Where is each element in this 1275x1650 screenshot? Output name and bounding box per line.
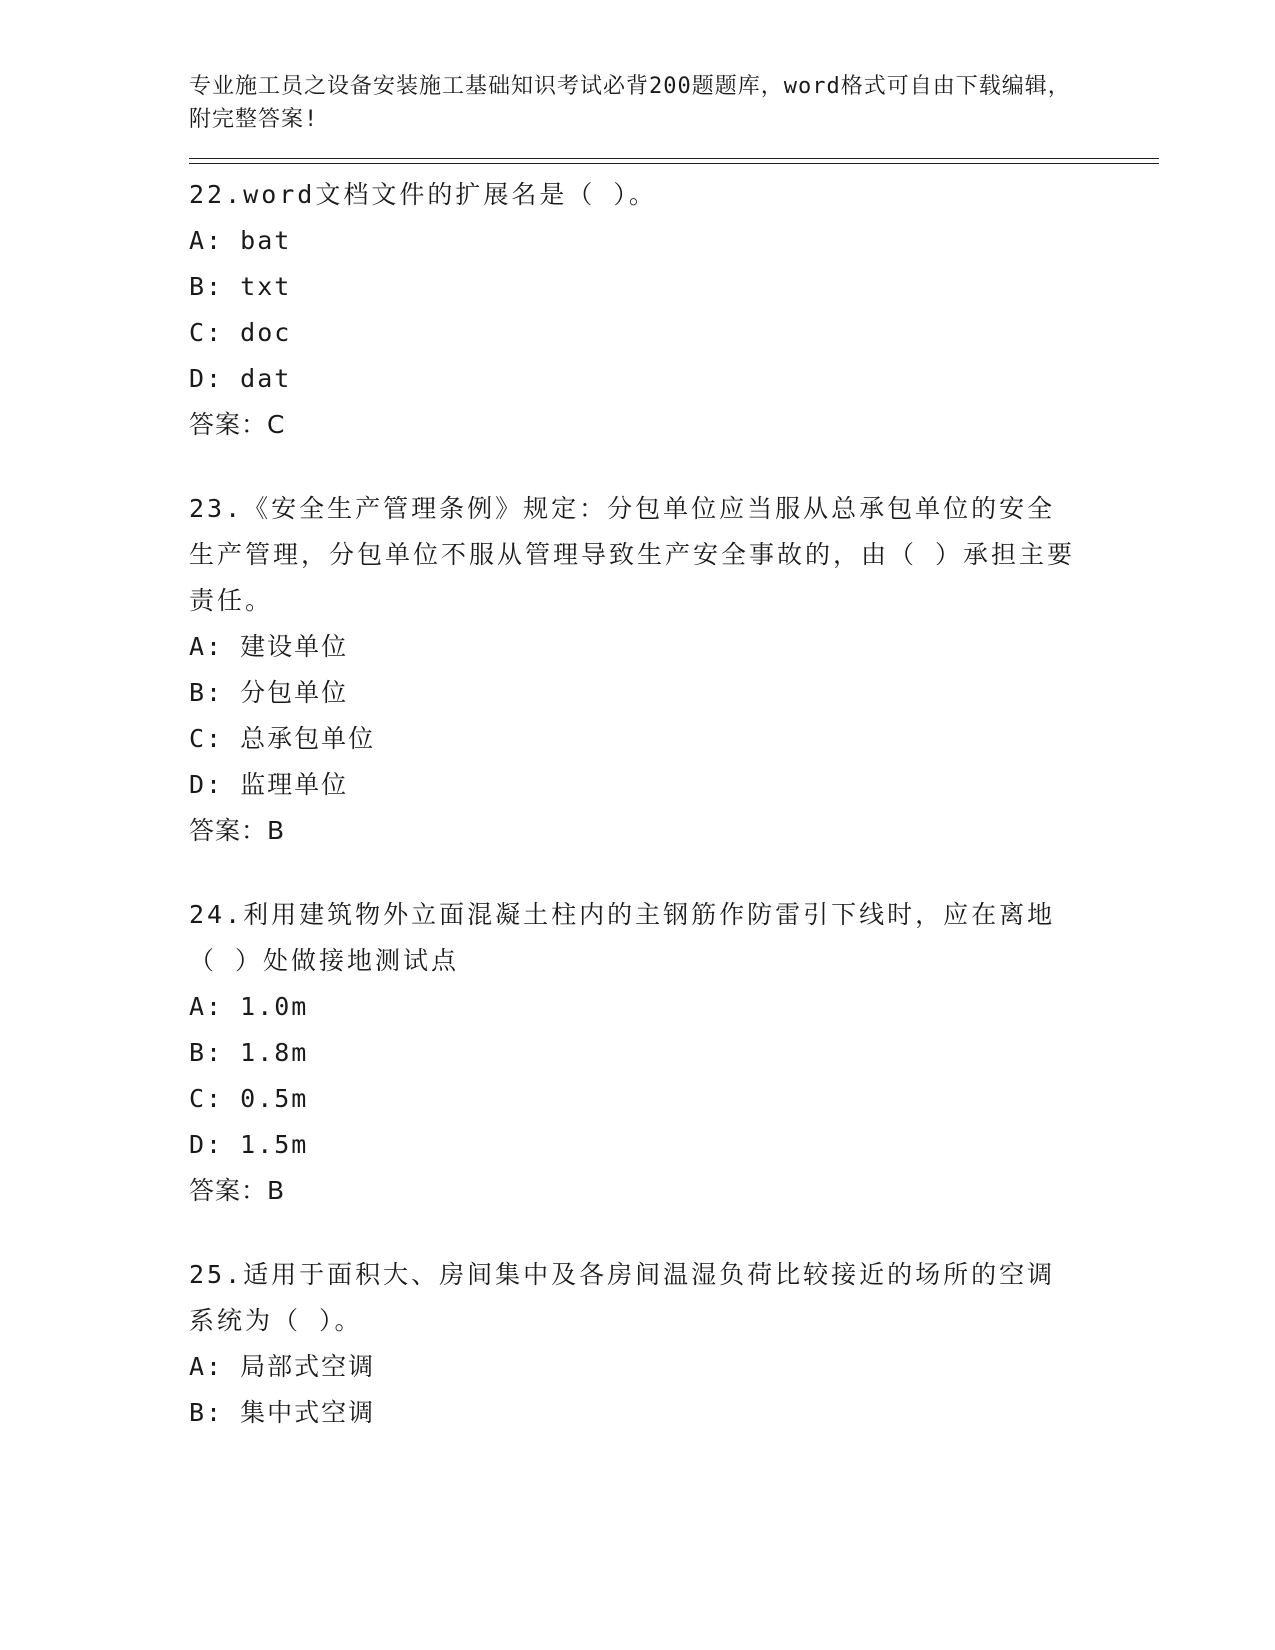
question-stem: 25.适用于面积大、房间集中及各房间温湿负荷比较接近的场所的空调系统为（ ）。 <box>189 1260 1056 1335</box>
option-a: A: 局部式空调 <box>189 1352 376 1381</box>
document-header: 专业施工员之设备安装施工基础知识考试必背200题题库，word格式可自由下载编辑，附完整答案! <box>189 74 1071 132</box>
question-24 <box>189 892 1079 1214</box>
option-b: B: txt <box>189 272 292 301</box>
question-23 <box>189 486 1079 854</box>
option-c: C: 总承包单位 <box>189 724 376 753</box>
option-c: C: 0.5m <box>189 1084 309 1113</box>
question-list <box>189 172 1079 1436</box>
option-b: B: 集中式空调 <box>189 1398 376 1427</box>
question-22 <box>189 172 1079 448</box>
option-d: D: 1.5m <box>189 1130 309 1159</box>
question-stem: 24.利用建筑物外立面混凝土柱内的主钢筋作防雷引下线时，应在离地（ ）处做接地测试点 <box>189 900 1056 975</box>
option-a: A: 建设单位 <box>189 632 349 661</box>
option-c: C: doc <box>189 318 292 347</box>
header-divider <box>189 158 1159 164</box>
answer-line: 答案：C <box>189 410 286 439</box>
question-stem: 22.word文档文件的扩展名是（ ）。 <box>189 180 657 209</box>
document-page <box>189 70 1159 1474</box>
option-a: A: 1.0m <box>189 992 309 1021</box>
question-stem: 23.《安全生产管理条例》规定：分包单位应当服从总承包单位的安全生产管理，分包单位不服从管理导致生产安全事故的，由（ ）承担主要责任。 <box>189 494 1076 615</box>
option-d: D: dat <box>189 364 292 393</box>
question-25 <box>189 1252 1079 1436</box>
answer-line: 答案：B <box>189 816 286 845</box>
option-b: B: 分包单位 <box>189 678 349 707</box>
answer-line: 答案：B <box>189 1176 286 1205</box>
option-a: A: bat <box>189 226 292 255</box>
option-b: B: 1.8m <box>189 1038 309 1067</box>
option-d: D: 监理单位 <box>189 770 349 799</box>
